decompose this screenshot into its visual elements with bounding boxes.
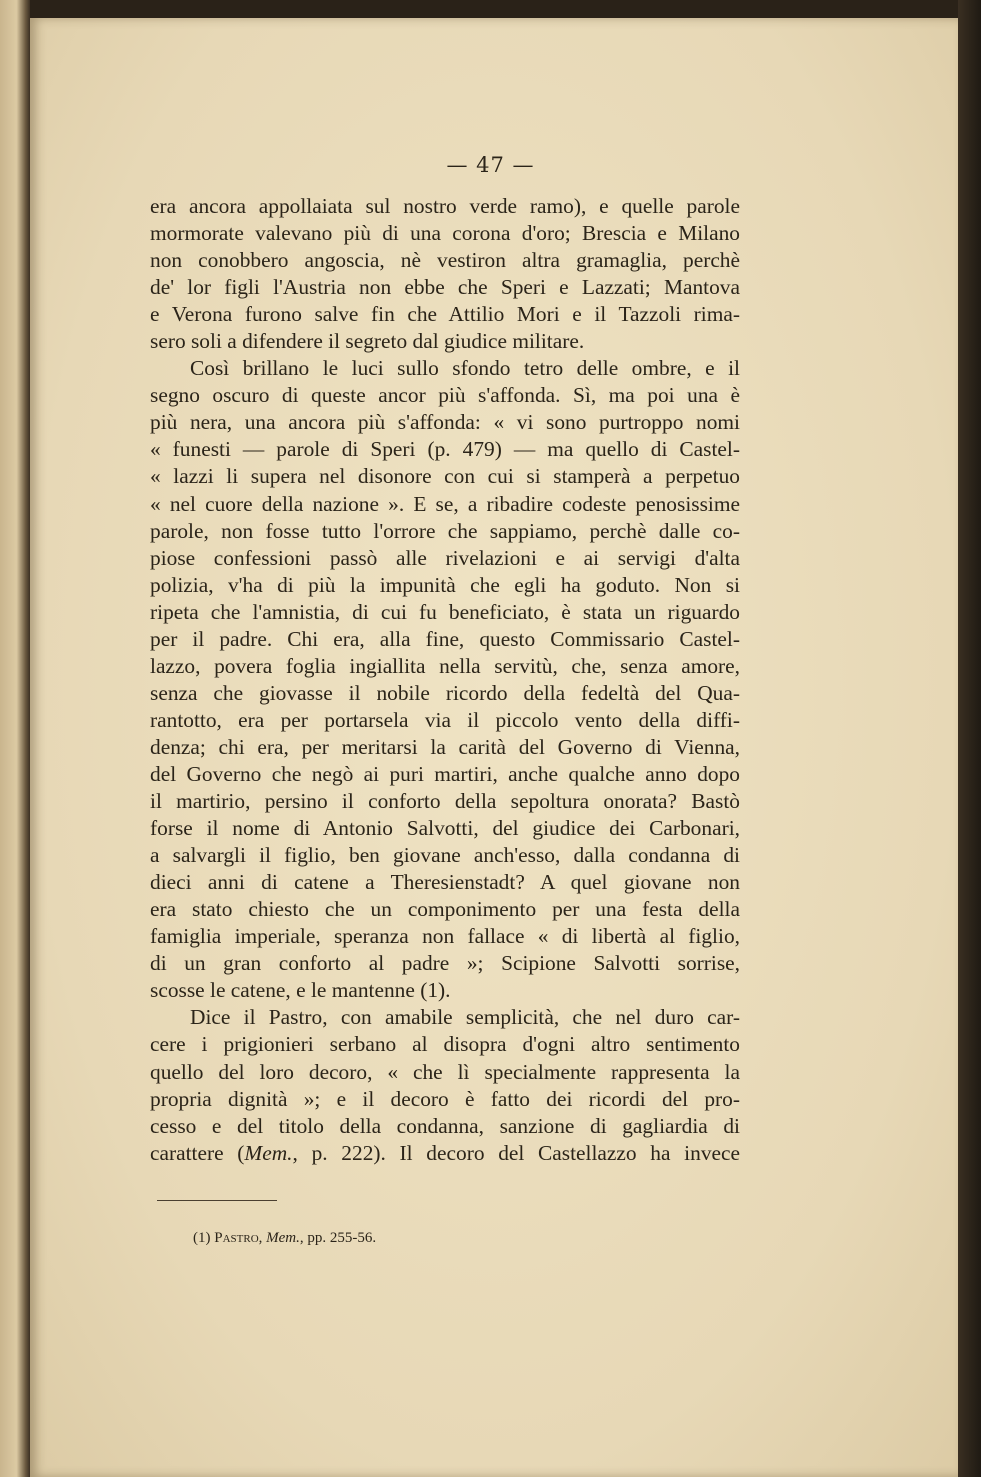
text-segment: , p. 222). Il decoro del Castellazzo ha invece bbox=[292, 1140, 740, 1165]
text-line: « funesti — parole di Speri (p. 479) — ma quello di Castel- bbox=[150, 437, 740, 462]
text-line: polizia, v'ha di più la impunità che egli ha goduto. Non si bbox=[150, 572, 740, 597]
text-line: del Governo che negò ai puri martiri, anche qualche anno dopo bbox=[150, 761, 740, 786]
text-line: Così brillano le luci sullo sfondo tetro delle ombre, e il bbox=[190, 356, 740, 381]
text-line: non conobbero angoscia, nè vestiron altra gramaglia, perchè bbox=[150, 248, 740, 273]
text-line: « lazzi li supera nel disonore con cui si stamperà a perpetuo bbox=[150, 464, 740, 489]
page-number: — 47 — bbox=[446, 153, 535, 177]
footnote-marker: (1) bbox=[193, 1230, 211, 1246]
text-line-final bbox=[150, 1140, 740, 1167]
citation-title: Mem. bbox=[244, 1140, 293, 1165]
text-line: famiglia imperiale, speranza non fallace « di libertà al figlio, bbox=[150, 924, 740, 949]
text-line: lazzo, povera foglia ingiallita nella servitù, che, senza amore, bbox=[150, 653, 740, 678]
footnote-divider bbox=[157, 1200, 277, 1201]
text-line: denza; chi era, per meritarsi la carità del Governo di Vienna, bbox=[150, 734, 740, 759]
text-line: era stato chiesto che un componimento per una festa della bbox=[150, 897, 740, 922]
right-edge bbox=[958, 0, 981, 1477]
text-line: per il padre. Chi era, alla fine, questo Commissario Castel- bbox=[150, 626, 740, 651]
left-page-edge bbox=[0, 0, 30, 1477]
text-line: forse il nome di Antonio Salvotti, del giudice dei Carbonari, bbox=[150, 816, 740, 841]
text-line: parole, non fosse tutto l'orrore che sappiamo, perchè dalle co- bbox=[150, 518, 740, 543]
footnote-pages: , pp. 255-56. bbox=[299, 1230, 377, 1246]
text-line: era ancora appollaiata sul nostro verde ramo), e quelle parole bbox=[150, 194, 740, 218]
text-line: mormorate valevano più di una corona d'oro; Brescia e Milano bbox=[150, 221, 740, 246]
text-line: scosse le catene, e le mantenne (1). bbox=[150, 978, 451, 1003]
text-line: senza che giovasse il nobile ricordo della fedeltà del Qua- bbox=[150, 680, 740, 705]
text-line: segno oscuro di queste ancor più s'affonda. Sì, ma poi una è bbox=[150, 383, 740, 408]
body-text bbox=[150, 193, 740, 1167]
footnote: (1) Pastro, Mem., pp. 255-56. bbox=[193, 1230, 377, 1246]
text-line: piose confessioni passò alle rivelazioni e ai servigi d'alta bbox=[150, 545, 740, 570]
text-line: cesso e del titolo della condanna, sanzione di gagliardia di bbox=[150, 1113, 740, 1138]
text-line: dieci anni di catene a Theresienstadt? A quel giovane non bbox=[150, 870, 740, 895]
text-line: de' lor figli l'Austria non ebbe che Speri e Lazzati; Mantova bbox=[150, 275, 740, 300]
text-line: sero soli a difendere il segreto dal giudice militare. bbox=[150, 329, 585, 354]
text-line: il martirio, persino il conforto della sepoltura onorata? Bastò bbox=[150, 789, 740, 814]
footnote-work: Mem. bbox=[266, 1230, 300, 1246]
text-line: ripeta che l'amnistia, di cui fu beneficiato, è stata un riguardo bbox=[150, 599, 740, 624]
text-line: propria dignità »; e il decoro è fatto dei ricordi del pro- bbox=[150, 1086, 740, 1111]
text-line: più nera, una ancora più s'affonda: « vi sono purtroppo nomi bbox=[150, 410, 740, 435]
text-line: Dice il Pastro, con amabile semplicità, che nel duro car- bbox=[190, 1005, 740, 1030]
text-segment: carattere ( bbox=[150, 1140, 245, 1165]
text-line: a salvargli il figlio, ben giovane anch'esso, dalla condanna di bbox=[150, 843, 740, 868]
text-line: e Verona furono salve fin che Attilio Mori e il Tazzoli rima- bbox=[150, 302, 740, 327]
footnote-author: Pastro bbox=[214, 1230, 259, 1246]
text-line: di un gran conforto al padre »; Scipione Salvotti sorrise, bbox=[150, 951, 740, 976]
text-line: rantotto, era per portarsela via il piccolo vento della diffi- bbox=[150, 707, 740, 732]
text-line: quello del loro decoro, « che lì specialmente rappresenta la bbox=[150, 1059, 740, 1084]
text-line: cere i prigionieri serbano al disopra d'ogni altro sentimento bbox=[150, 1032, 740, 1057]
text-line: « nel cuore della nazione ». E se, a ribadire codeste penosissime bbox=[150, 491, 740, 516]
